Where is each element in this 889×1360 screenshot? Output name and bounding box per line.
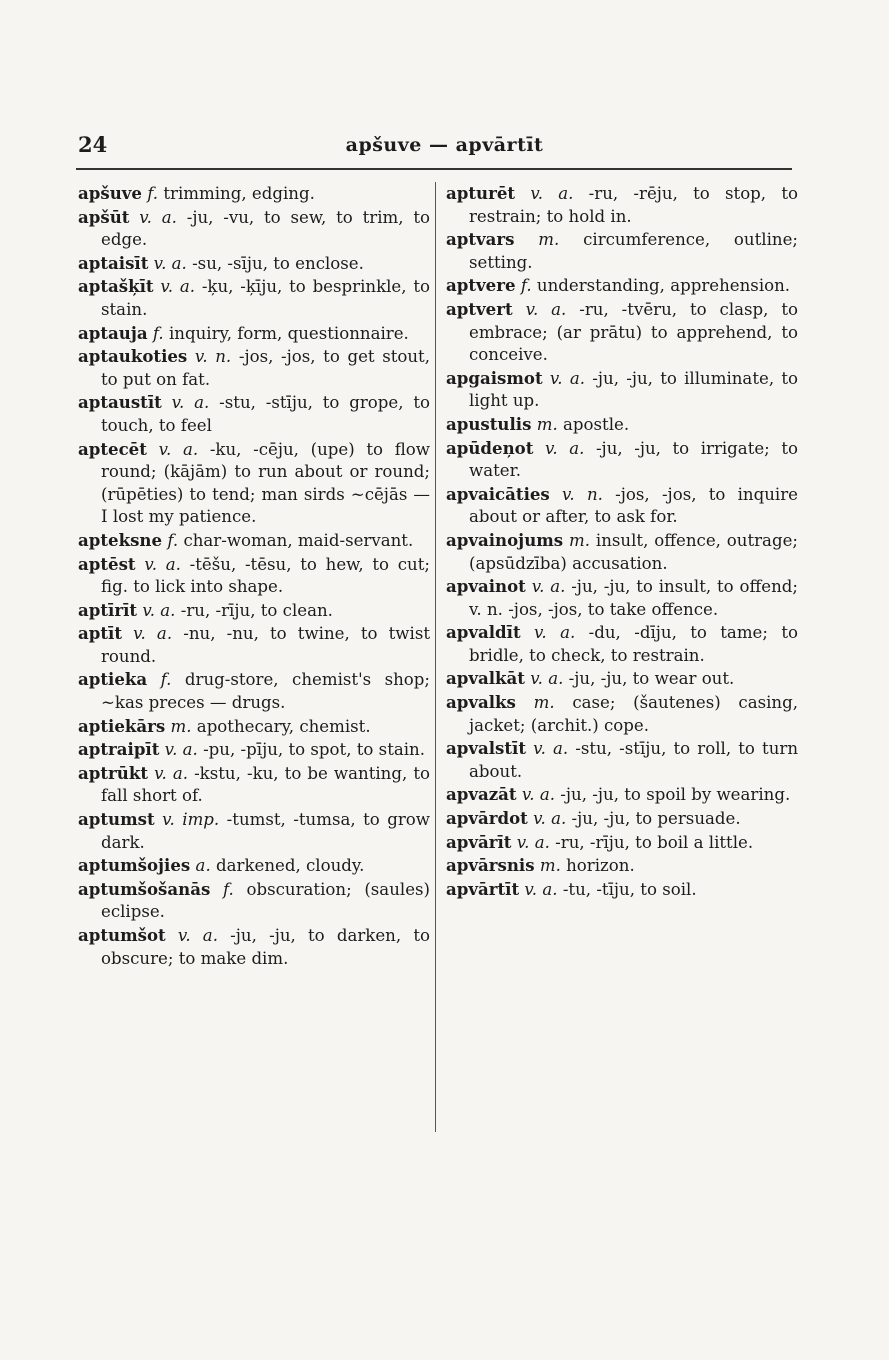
entry-grammar: v. a. <box>531 577 566 597</box>
entry-definition: apothecary, chemist. <box>196 716 371 736</box>
entry-grammar: m. <box>539 856 561 876</box>
entry-definition: -ju, -ju, to wear out. <box>568 669 735 689</box>
entry-grammar: f. <box>152 323 164 343</box>
entry-grammar: v. a. <box>533 809 567 829</box>
entry-grammar: v. a. <box>154 763 188 783</box>
entry-definition: -pu, -pīju, to spot, to stain. <box>203 740 426 760</box>
entry-grammar: a. <box>195 856 211 876</box>
entry-grammar: v. n. <box>562 484 603 504</box>
dictionary-entry <box>446 691 798 737</box>
entry-definition: -ju, -ju, to spoil by wearing. <box>560 785 791 805</box>
dictionary-entry <box>78 738 430 762</box>
dictionary-entry <box>446 783 798 807</box>
entry-definition: -ku, -cēju, (upe) to flow round; (kājām) to run about or round; (rūpēties) to tend; man sirds ~cējās — I lost my patience. <box>101 439 430 527</box>
entry-grammar: v. a. <box>533 739 569 759</box>
entry-headword: apvaicāties <box>446 483 550 504</box>
entry-definition: apostle. <box>563 414 630 434</box>
entry-definition: -ru, -rīju, to boil a little. <box>555 832 754 852</box>
dictionary-entry <box>78 391 430 437</box>
entry-grammar: v. a. <box>133 624 173 644</box>
entry-headword: apvazāt <box>446 784 517 805</box>
page-number: 24 <box>78 132 108 157</box>
entry-headword: apšuve <box>78 183 142 203</box>
dictionary-entry <box>78 715 430 739</box>
entry-headword: apvārdot <box>446 808 528 829</box>
running-head: apšuve — apvārtīt <box>345 134 544 156</box>
entry-headword: apustulis <box>446 413 532 434</box>
entry-definition: -ru, -rīju, to clean. <box>180 600 333 620</box>
entry-headword: aptvars <box>446 229 515 250</box>
dictionary-entry <box>78 762 430 808</box>
dictionary-entry <box>78 345 430 391</box>
entry-definition: drug-store, chemist's shop; ~kas preces — drugs. <box>101 670 431 713</box>
entry-grammar: v. imp. <box>162 810 220 830</box>
dictionary-entry <box>78 206 430 252</box>
entry-definition: -nu, -nu, to twine, to twist round. <box>101 624 430 666</box>
entry-headword: aptieka <box>78 669 148 690</box>
dictionary-entry <box>446 854 798 878</box>
entry-headword: apvalks <box>446 692 516 713</box>
entry-grammar: v. a. <box>530 669 564 689</box>
dictionary-entry <box>78 252 430 276</box>
entry-headword: aptaukoties <box>78 346 188 367</box>
entry-grammar: v. a. <box>142 600 176 620</box>
entry-definition: case; (šautenes) casing, jacket; (archit.) cope. <box>469 693 798 735</box>
entry-grammar: v. n. <box>194 347 232 367</box>
entry-definition: char-woman, maid-servant. <box>183 530 414 550</box>
entry-definition: -su, -sīju, to enclose. <box>192 253 364 273</box>
dictionary-entry <box>446 831 798 855</box>
entry-grammar: f. <box>222 879 234 899</box>
entry-grammar: v. a. <box>516 832 550 852</box>
entry-definition: circumference, outline; setting. <box>469 230 798 272</box>
dictionary-entry <box>446 182 798 228</box>
entry-definition: -ru, -rēju, to stop, to restrain; to hold in. <box>469 184 798 226</box>
dictionary-entry <box>78 668 430 714</box>
entry-grammar: f. <box>147 184 159 203</box>
entry-headword: aptaustīt <box>78 392 162 413</box>
entry-grammar: v. a. <box>549 368 586 388</box>
entry-headword: apvārsnis <box>446 855 535 876</box>
entry-definition: -tēšu, -tēsu, to hew, to cut; fig. to lick into shape. <box>101 554 430 597</box>
entry-definition: -ju, -ju, to insult, to offend; v. n. -jos, -jos, to take offence. <box>469 577 798 619</box>
entry-headword: apvalkāt <box>446 668 525 689</box>
entry-headword: aptraipīt <box>78 739 160 760</box>
entry-grammar: f. <box>160 670 172 690</box>
dictionary-entry <box>78 622 430 668</box>
entry-headword: aptumšot <box>78 925 166 945</box>
entry-definition: -tumst, -tumsa, to grow dark. <box>101 810 430 852</box>
entry-headword: apūdeņot <box>446 437 534 458</box>
entry-definition: -kstu, -ku, to be wanting, to fall short of. <box>101 763 430 806</box>
dictionary-entry <box>446 529 798 575</box>
dictionary-entry <box>446 483 798 529</box>
entry-headword: aptēst <box>78 553 136 574</box>
entry-definition: horizon. <box>566 856 635 876</box>
dictionary-entry <box>78 599 430 623</box>
entry-definition: -ju, -ju, to illuminate, to light up. <box>469 368 798 411</box>
entry-headword: apturēt <box>446 183 516 203</box>
dictionary-entry <box>446 437 798 483</box>
entry-definition: -jos, -jos, to inquire about or after, to ask for. <box>469 484 798 527</box>
entry-definition: -ju, -vu, to sew, to trim, to edge. <box>101 207 430 250</box>
dictionary-entry <box>446 228 798 274</box>
entry-grammar: v. a. <box>171 393 210 413</box>
entry-headword: apteksne <box>78 529 163 550</box>
dictionary-entry <box>78 924 430 970</box>
entry-definition: -ju, -ju, to irrigate; to water. <box>469 438 798 481</box>
entry-definition: obscuration; (saules) eclipse. <box>101 879 431 922</box>
dictionary-entry <box>78 438 430 529</box>
entry-grammar: v. a. <box>534 623 576 643</box>
entry-grammar: m. <box>533 693 555 713</box>
entry-grammar: v. a. <box>153 253 187 273</box>
entry-headword: aptaisīt <box>78 252 149 273</box>
entry-headword: aptecēt <box>78 438 147 459</box>
dictionary-entry <box>446 878 798 902</box>
dictionary-entry <box>78 275 430 321</box>
entry-grammar: v. a. <box>139 207 177 227</box>
dictionary-entry <box>78 322 430 346</box>
entry-headword: aptiekārs <box>78 715 166 736</box>
entry-definition: darkened, cloudy. <box>216 856 365 876</box>
entry-headword: apšūt <box>78 206 130 227</box>
entry-grammar: m. <box>170 716 192 736</box>
entry-grammar: v. a. <box>144 554 181 574</box>
entry-headword: apvārtīt <box>446 878 520 899</box>
entry-definition: insult, offence, outrage; (apsūdzība) accusation. <box>469 530 798 573</box>
right-column <box>446 182 798 901</box>
entry-grammar: v. a. <box>544 438 585 458</box>
entry-grammar: v. a. <box>521 785 555 805</box>
entry-definition: -ķu, -ķīju, to besprinkle, to stain. <box>101 277 430 319</box>
entry-headword: aptrūkt <box>78 762 148 783</box>
entry-headword: aptvert <box>446 298 513 319</box>
entry-definition: -stu, -stīju, to grope, to touch, to feel <box>101 393 430 435</box>
entry-headword: aptīt <box>78 623 122 644</box>
entry-headword: apvārīt <box>446 831 512 852</box>
entry-definition: inquiry, form, questionnaire. <box>168 323 409 343</box>
dictionary-entry <box>78 182 430 206</box>
entry-headword: apvainot <box>446 576 526 597</box>
entry-definition: -tu, -tīju, to soil. <box>562 879 697 899</box>
header-rule <box>76 168 792 170</box>
dictionary-entry <box>446 621 798 667</box>
entry-definition: -ju, -ju, to persuade. <box>571 809 741 829</box>
entry-grammar: m. <box>538 230 560 250</box>
dictionary-entry <box>446 575 798 621</box>
dictionary-entry <box>446 274 798 298</box>
entry-grammar: v. a. <box>530 184 574 203</box>
entry-definition: -ru, -tvēru, to clasp, to embrace; (ar prātu) to apprehend, to conceive. <box>469 299 798 365</box>
dictionary-entry <box>446 667 798 691</box>
entry-headword: aptvere <box>446 275 516 296</box>
dictionary-entry <box>78 529 430 553</box>
dictionary-entry <box>446 367 798 413</box>
dictionary-entry <box>78 553 430 599</box>
dictionary-entry <box>446 413 798 437</box>
entry-headword: apvainojums <box>446 529 564 550</box>
entry-headword: aptumst <box>78 809 155 830</box>
dictionary-entry <box>446 737 798 783</box>
entry-grammar: v. a. <box>158 439 199 459</box>
left-column <box>78 182 430 970</box>
entry-headword: apgaismot <box>446 367 543 388</box>
entry-grammar: v. a. <box>160 277 196 297</box>
entry-grammar: f. <box>520 276 532 296</box>
dictionary-entry <box>78 878 430 924</box>
entry-headword: apvaldīt <box>446 622 521 643</box>
entry-definition: -jos, -jos, to get stout, to put on fat. <box>101 347 431 389</box>
entry-definition: -stu, -stīju, to roll, to turn about. <box>469 739 799 781</box>
column-divider <box>435 182 436 1132</box>
dictionary-entry <box>78 808 430 854</box>
dictionary-entry <box>78 854 430 878</box>
entry-grammar: m. <box>569 530 591 550</box>
entry-grammar: m. <box>536 414 558 434</box>
entry-headword: aptauja <box>78 322 148 343</box>
entry-headword: aptumšojies <box>78 855 191 876</box>
entry-grammar: v. a. <box>177 926 218 945</box>
entry-grammar: v. a. <box>524 879 558 899</box>
entry-grammar: v. a. <box>525 299 567 319</box>
entry-definition: -du, -dīju, to tame; to bridle, to check, to restrain. <box>469 623 799 665</box>
entry-definition: -ju, -ju, to darken, to obscure; to make dim. <box>101 926 430 968</box>
dictionary-entry <box>446 807 798 831</box>
entry-headword: aptumšošanās <box>78 878 211 899</box>
entry-definition: trimming, edging. <box>163 184 315 203</box>
entry-grammar: v. a. <box>164 740 198 760</box>
dictionary-entry <box>446 298 798 367</box>
entry-definition: understanding, apprehension. <box>536 276 791 296</box>
entry-headword: aptašķīt <box>78 276 154 297</box>
entry-headword: aptīrīt <box>78 599 138 620</box>
entry-grammar: f. <box>167 530 179 550</box>
entry-headword: apvalstīt <box>446 738 527 759</box>
